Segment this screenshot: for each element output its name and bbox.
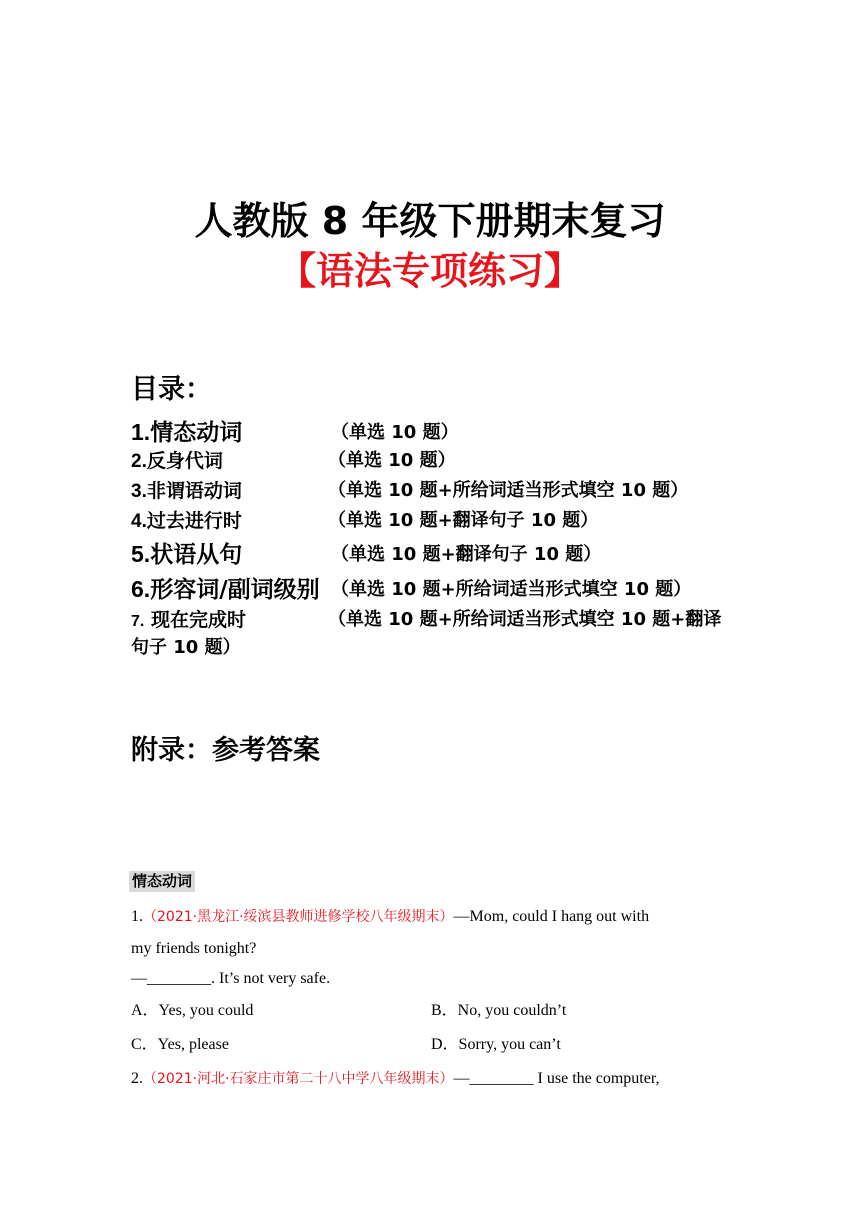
toc-item-7 xyxy=(131,609,722,631)
toc-item-name: 状语从句 xyxy=(150,542,243,568)
question-1-line-1 xyxy=(131,909,649,925)
toc-item-note: （单选 10 题+翻译句子 10 题） xyxy=(331,544,602,565)
question-source: （2021·黑龙江·绥滨县教师进修学校八年级期末） xyxy=(143,909,454,925)
toc-item-number: 1. xyxy=(131,419,151,445)
question-2-line-1 xyxy=(131,1071,660,1087)
appendix-heading: 附录：参考答案 xyxy=(131,735,320,766)
question-1-line-2: my friends tonight? xyxy=(131,940,257,957)
section-label: 情态动词 xyxy=(129,871,195,892)
toc-item-name: 反身代词 xyxy=(146,450,223,472)
question-stem: —Mom, could I hang out with xyxy=(453,908,650,925)
toc-item-note: （单选 10 题） xyxy=(331,422,459,443)
question-number: 2. xyxy=(131,1070,143,1087)
toc-item-1 xyxy=(131,419,459,446)
toc-item-note: （单选 10 题+所给词适当形式填空 10 题） xyxy=(331,579,692,600)
question-source: （2021·河北·石家庄市第二十八中学八年级期末） xyxy=(143,1071,454,1087)
toc-item-number: 5. xyxy=(131,541,151,567)
toc-item-name: 形容词/副词级别 xyxy=(150,577,320,603)
toc-item-6 xyxy=(131,576,692,603)
question-1-option-b: B．No, you couldn’t xyxy=(431,1002,567,1019)
toc-item-note: （单选 10 题+所给词适当形式填空 10 题+翻译 xyxy=(328,609,722,630)
document-title: 人教版 8 年级下册期末复习 xyxy=(194,199,666,243)
question-stem: —________ I use the computer, xyxy=(453,1070,660,1087)
question-number: 1. xyxy=(131,908,143,925)
toc-item-note: （单选 10 题） xyxy=(328,450,456,471)
toc-item-5 xyxy=(131,541,602,568)
toc-item-number: 6. xyxy=(131,576,151,602)
toc-item-name: 非谓语动词 xyxy=(146,480,242,502)
toc-item-number: 7. xyxy=(131,613,145,630)
toc-item-number: 4. xyxy=(131,511,147,532)
toc-item-number: 3. xyxy=(131,481,147,502)
toc-item-name: 过去进行时 xyxy=(146,510,242,532)
toc-item-2 xyxy=(131,450,456,472)
toc-item-number: 2. xyxy=(131,451,147,472)
question-1-line-3: —________. It’s not very safe. xyxy=(131,970,331,987)
toc-item-3 xyxy=(131,480,689,502)
toc-item-4 xyxy=(131,510,599,532)
document-subtitle: 【语法专项练习】 xyxy=(277,249,582,293)
question-1-option-a: A．Yes, you could xyxy=(131,1002,254,1019)
toc-item-name: 现在完成时 xyxy=(144,609,246,631)
question-1-option-d: D．Sorry, you can’t xyxy=(431,1036,561,1053)
toc-item-note: （单选 10 题+翻译句子 10 题） xyxy=(328,510,599,531)
toc-heading: 目录： xyxy=(131,374,212,405)
toc-item-7-continued: 句子 10 题） xyxy=(131,637,241,658)
toc-item-name: 情态动词 xyxy=(150,420,243,446)
question-1-option-c: C．Yes, please xyxy=(131,1036,229,1053)
toc-item-note: （单选 10 题+所给词适当形式填空 10 题） xyxy=(328,480,689,501)
